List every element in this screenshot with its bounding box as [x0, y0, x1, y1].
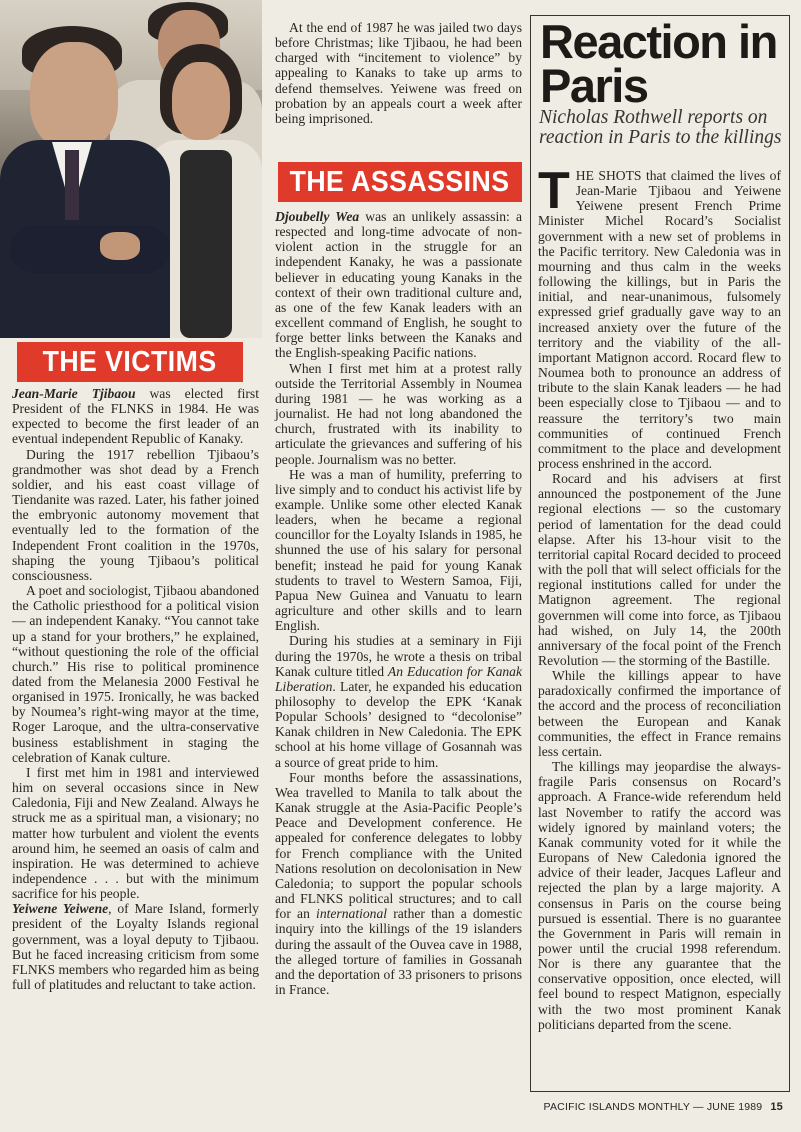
drop-cap: T [538, 162, 570, 220]
continuation-paragraph: At the end of 1987 he was jailed two days before Christmas; like Tjibaou, he had been charged with “incitement to violence” by appealing to Kanaks to take up arms to defend themselves. Yeiwene was freed on probation by an appeals court a week after being imprisoned. [275, 20, 522, 126]
photo-man-head [30, 42, 118, 150]
reaction-paragraph [538, 162, 781, 471]
page-number: 15 [770, 1101, 783, 1113]
victims-heading: THE VICTIMS [17, 342, 243, 382]
photo-man-tie [65, 150, 79, 220]
reaction-paragraph: While the killings appear to have paradoxically confirmed the importance of the accord and the process of reconciliation between the European and Kanak communities, the effect in France remains less certain. [538, 668, 781, 759]
victims-paragraph: During the 1917 rebellion Tjibaou’s grandmother was shot dead by a French soldier, and his east coast village of Tiendanite was razed. Later, his father joined the embryonic autonomy movement that eventually led to the formation of the Independent Front coalition in the 1970s, shaping the young Tjibaou’s political consciousness. [12, 446, 259, 583]
assassins-heading: THE ASSASSINS [278, 162, 522, 202]
paragraph-text: was an unlikely assassin: a respected and long-time advocate of non-violent action in the struggle for an independent Kanaky, he was a passionate believer in educating young Kanaks in the context of their own traditional culture and, as one of the few Kanak leaders with an excellent command of English, he sought to forge better links between the Kanaks and the English-speaking Pacific nations. [275, 209, 522, 361]
assassins-paragraph: When I first met him at a protest rally outside the Territorial Assembly in Noumea during 1981 — he was working as a journalist. He had not long abandoned the church, frustrated with its inability to articulate the grievances and suffering of his people. Journalism was no better. [275, 360, 522, 467]
assassins-paragraph [275, 209, 522, 361]
assassins-paragraph: He was a man of humility, preferring to live simply and to conduct his activist life by example. Unlike some other elected Kanak leaders, when he became a regional councillor for the Loyalty Islands in 1985, he shunned the use of his salary for personal benefit; instead he paid for young Kanak students to travel to Western Samoa, Fiji, Papua New Guinea and Vanuatu to learn agriculture and other skills and to learn English. [275, 466, 522, 634]
victims-paragraph [12, 901, 259, 992]
photo-man-hand [100, 232, 140, 260]
victims-lead-name: Jean-Marie Tjibaou [12, 386, 136, 401]
victims-paragraph: I first met him in 1981 and interviewed him on several occasions since in New Caledonia, Fiji and New Zealand. Always he struck me as a spiritual man, a visionary; no matter how turbulent and violent the events around him, he seemed an oasis of calm and inspiration. He was determined to achieve independence . . . but with the minimum sacrifice for his people. [12, 764, 259, 902]
assassins-paragraph [275, 633, 522, 769]
paragraph-text: During his studies at a seminary in Fiji during the 1970s, he wrote a thesis on tribal Kanak culture titled [275, 633, 522, 679]
assassins-paragraph [275, 770, 522, 997]
publication-line: PACIFIC ISLANDS MONTHLY — JUNE 1989 [543, 1101, 763, 1113]
article-deck: Nicholas Rothwell reports on reaction in Paris to the killings [539, 107, 782, 148]
paragraph-text: , of Mare Island, formerly president of the Loyalty Islands regional government, was a loyal deputy to Tjibaou. But he faced increasing criticism from some FLNKS members who regarded him as being full of platitudes and reluctant to take action. [12, 901, 259, 993]
thesis-title: An Education for Kanak Liberation [275, 663, 523, 694]
photo-woman-head [172, 62, 230, 140]
victims-paragraph: A poet and sociologist, Tjibaou abandoned the Catholic priesthood for a political vision — an independent Kanaky. “You cannot take up a stand for your brothers,” he explained, “without questioning the role of the official church.” His rise to political prominence dated from the Melanesia 2000 Festival he organised in 1975. Ironically, he was backed by Noumea’s right-wing mayor at the time, Roger Laroque, and the ultra-conservative business establishment in staging the celebration of Kanak culture. [12, 583, 259, 765]
paragraph-text: was elected first President of the FLNKS in 1984. He was expected to become the first leader of an eventual independent Republic of Kanaky. [12, 386, 259, 447]
emphasis-text: international [316, 906, 388, 922]
victims-column [12, 386, 259, 992]
reaction-column [538, 162, 781, 1032]
victims-lead-name: Yeiwene Yeiwene [12, 901, 109, 917]
paragraph-text: HE SHOTS that claimed the lives of Jean-Marie Tjibaou and Yeiwene Yeiwene present French Prime Minister Michel Rocard’s Socialist government with a new set of problems in the Pacific territory. New Caledonia was in mourning and thus calm in the weeks following the killings, but in Paris the initial, and near-unanimous, fulsomely expressed grief gradually gave way to an increased anxiety over the future of the territory and the viability of the all-important Matignon accord. Rocard flew to Noumea both to pronounce an address of tribute to the slain Kanak leaders — he had been especially close to Tjibaou — and to reassure the territory’s two main communities of continued French commitment to the place and development process enshrined in the accord. [538, 168, 781, 471]
photo-man-arms [10, 225, 170, 273]
page-footer [538, 1101, 783, 1113]
reaction-paragraph: The killings may jeopardise the always-fragile Paris consensus on Rocard’s approach. A France-wide referendum held last November to ratify the accord was widely ignored by mainland voters; the Kanak community voted for it while the Europans of New Caledonia ignored the advice of their leader, Jacques Lafleur and rejected the plan by a large majority. A consensus in Paris on the course being pursued is essential. There is no guarantee the Government in Paris will remain in power until the crucial 1998 referendum. Nor is there any guarantee that the conservative opposition, once elected, will feel bound to respect Matignon, especially with the two most prominent Kanak politicians departed from the scene. [538, 759, 781, 1032]
continuation-text [275, 20, 522, 126]
paragraph-text: Four months before the assassinations, Wea travelled to Manila to talk about the Kanak struggle at the Asia-Pacific People’s Peace and Development conference. He appealed for conference delegates to lobby for French compliance with the United Nations resolution on decolonisation in New Caledonia; to support the popular schools and FLNKS political structures; and to call for an [275, 769, 522, 922]
victims-paragraph [12, 386, 259, 447]
paragraph-text: rather than a domestic inquiry into the killings of the 19 islanders during the assault of the Ouvea cave in 1988, the alleged torture of families in Gossanah and the deportation of 33 prisoners to prisons in France. [275, 906, 522, 997]
assassins-lead-name: Djoubelly Wea [275, 209, 360, 224]
assassins-column [275, 209, 522, 997]
paragraph-text: . Later, he expanded his education philosophy to develop the EPK ‘Kanak Popular Schools’ designed to “decolonise” Kanak children in New Caledonia. The EPK school at his home village of Gosannah was a source of great pride to him. [275, 678, 522, 770]
reaction-paragraph: Rocard and his advisers at first announced the postponement of the June regional elections — so the customary period of lamentation for the dead could elapse. After his 13-hour visit to the territorial capital Rocard decided to proceed with the poll that will select officials for the regional institutions called for under the Matignon agreement. The regional governmen will come into force, as Tjibaou had wished, on July 14, the 200th anniversary of the focal point of the French Revolution — the storming of the Bastille. [538, 471, 781, 668]
press-photo [0, 0, 262, 338]
article-headline: Reaction in Paris [540, 15, 777, 112]
photo-woman-top [180, 150, 232, 338]
